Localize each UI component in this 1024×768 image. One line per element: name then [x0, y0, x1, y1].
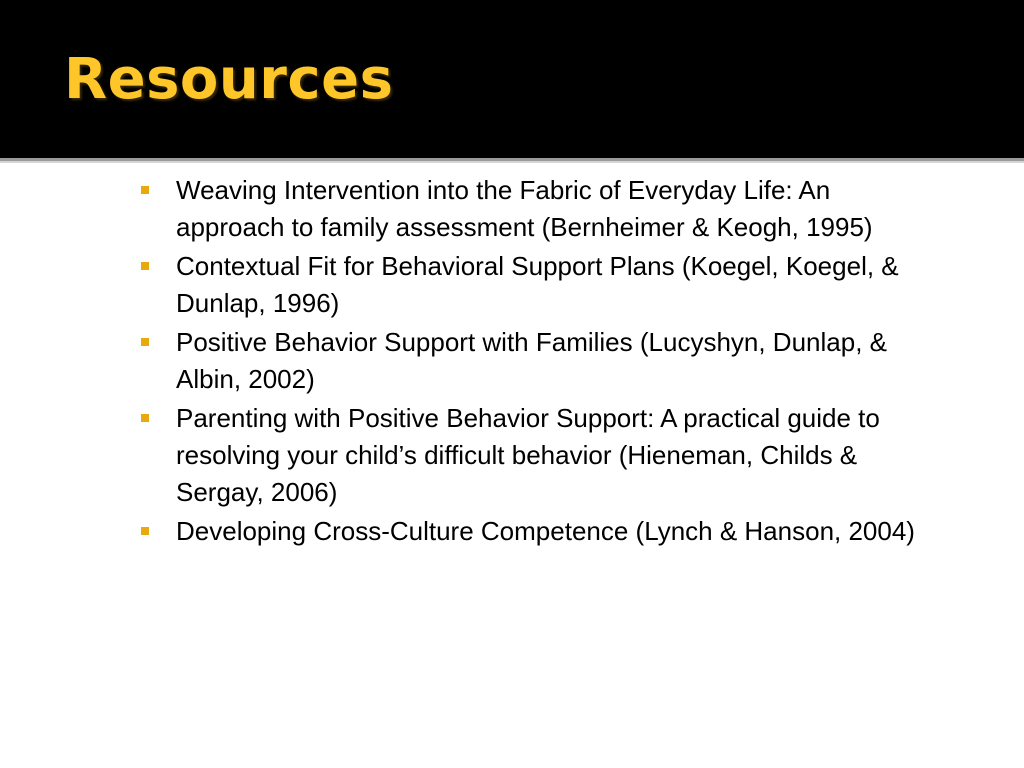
square-bullet-icon: [141, 262, 149, 270]
title-bar: [0, 0, 1024, 158]
list-item: [140, 172, 940, 246]
list-item-text: Contextual Fit for Behavioral Support Plans (Koegel, Koegel, & Dunlap, 1996): [176, 251, 899, 318]
slide-title: Resources: [64, 47, 394, 112]
list-item: [140, 513, 940, 550]
list-item-text: Developing Cross-Culture Competence (Lynch & Hanson, 2004): [176, 516, 915, 546]
list-item: [140, 400, 940, 511]
list-item-text: Weaving Intervention into the Fabric of Everyday Life: An approach to family assessment (Bernheimer & Keogh, 1995): [176, 175, 873, 242]
list-item: [140, 324, 940, 398]
square-bullet-icon: [141, 186, 149, 194]
square-bullet-icon: [141, 414, 149, 422]
list-item-text: Positive Behavior Support with Families (Lucyshyn, Dunlap, & Albin, 2002): [176, 327, 887, 394]
title-divider-shadow: [0, 161, 1024, 163]
list-item: [140, 248, 940, 322]
square-bullet-icon: [141, 338, 149, 346]
list-item-text: Parenting with Positive Behavior Support: A practical guide to resolving your child’s difficult behavior (Hieneman, Childs & Sergay, 2006): [176, 403, 880, 507]
square-bullet-icon: [141, 527, 149, 535]
resource-list: [140, 172, 940, 552]
